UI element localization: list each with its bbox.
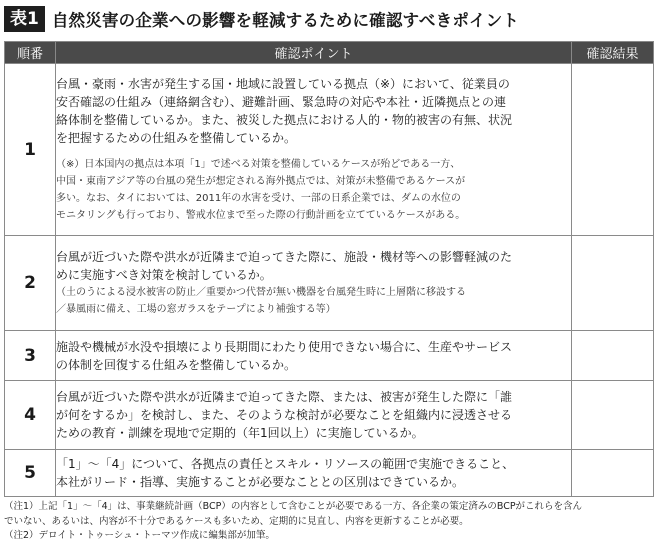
checkpoint-line: 施設や機械が水没や損壊により長期間にわたり使用できない場合に、生産やサービス — [56, 339, 513, 354]
checkpoint-note-line: 多い。なお、タイにおいては、2011年の水害を受け、一部の日系企業では、ダムの水位の — [56, 193, 461, 204]
footnote-line: でいない、あるいは、内容が不十分であるケースも多いため、定期的に見直し、内容を更新することが必要。 — [4, 515, 469, 527]
checkpoint-table — [4, 41, 654, 497]
checkpoint-cell — [56, 331, 572, 381]
result-cell[interactable] — [572, 64, 654, 236]
checkpoint-cell — [56, 381, 572, 450]
row-number: 2 — [5, 236, 56, 331]
checkpoint-line: を把握するための仕組みを整備しているか。 — [56, 131, 297, 145]
result-cell[interactable] — [572, 236, 654, 331]
page-title: 自然災害の企業への影響を軽減するために確認すべきポイント — [51, 11, 520, 30]
table-badge: 表1 — [4, 6, 45, 32]
header-points: 確認ポイント — [56, 42, 572, 64]
header-number: 順番 — [5, 42, 56, 64]
table-row — [5, 64, 654, 236]
checkpoint-cell — [56, 450, 572, 497]
checkpoint-line: 台風・豪雨・水害が発生する国・地域に設置している拠点（※）において、従業員の — [56, 77, 510, 91]
checkpoint-cell — [56, 236, 572, 331]
checkpoint-line: 本社がリード・指導、実施することが必要なこととの区別はできているか。 — [56, 475, 465, 489]
checkpoint-line: 台風が近づいた際や洪水が近隣まで迫ってきた際、または、被害が発生した際に「誰 — [56, 390, 513, 404]
table-row — [5, 381, 654, 450]
row-number: 3 — [5, 331, 56, 381]
checkpoint-line: めに実施すべき対策を検討しているか。 — [56, 268, 272, 282]
checkpoint-line: が何をするか」を検討し、また、そのような検討が必要なことを組織内に浸透させる — [56, 408, 513, 422]
checkpoint-note-line: 中国・東南アジア等の台風の発生が想定される海外拠点では、対策が未整備であるケースが — [56, 176, 466, 187]
result-cell[interactable] — [572, 331, 654, 381]
title-bar — [4, 5, 519, 33]
header-result: 確認結果 — [572, 42, 654, 64]
row-number: 5 — [5, 450, 56, 497]
row-number: 4 — [5, 381, 56, 450]
row-number: 1 — [5, 64, 56, 236]
table-row — [5, 450, 654, 497]
result-cell[interactable] — [572, 381, 654, 450]
checkpoint-line: 安否確認の仕組み（連絡網含む）、避難計画、緊急時の対応や本社・近隣拠点との連 — [56, 95, 507, 109]
footnotes — [4, 500, 654, 544]
checkpoint-line: 「1」〜「4」について、各拠点の責任とスキル・リソースの範囲で実施できること、 — [56, 457, 515, 471]
checkpoint-line: ための教育・訓練を現地で定期的（年1回以上）に実施しているか。 — [56, 426, 424, 440]
checkpoint-cell — [56, 64, 572, 236]
checkpoint-note-line: （※）日本国内の拠点は本項「1」で述べる対策を整備しているケースが殆どである一方、 — [56, 159, 461, 170]
footnote-line: （注2）デロイト・トゥーシュ・トーマツ作成に編集部が加筆。 — [4, 530, 275, 541]
checkpoint-line: 台風が近づいた際や洪水が近隣まで迫ってきた際に、施設・機材等への影響軽減のた — [56, 250, 513, 264]
checkpoint-note-line: ／暴風雨に備え、工場の窓ガラスをテープにより補強する等） — [56, 304, 336, 315]
checkpoint-note-line: モニタリングも行っており、警戒水位まで至った際の行動計画を立てているケースがある。 — [56, 210, 466, 221]
footnote-line: （注1）上記「1」〜「4」は、事業継続計画（BCP）の内容として含むことが必要である一方、各企業の策定済みのBCPがこれらを含ん — [4, 501, 583, 512]
checkpoint-line: の体制を回復する仕組みを整備しているか。 — [56, 357, 297, 372]
table-row — [5, 236, 654, 331]
checkpoint-line: 絡体制を整備しているか。また、被災した拠点における人的・物的被害の有無、状況 — [56, 113, 513, 127]
table-row — [5, 331, 654, 381]
table-header-row — [5, 42, 654, 64]
result-cell[interactable] — [572, 450, 654, 497]
checkpoint-note-line: （土のうによる浸水被害の防止／重要かつ代替が無い機器を台風発生時に上層階に移設する — [56, 287, 466, 298]
